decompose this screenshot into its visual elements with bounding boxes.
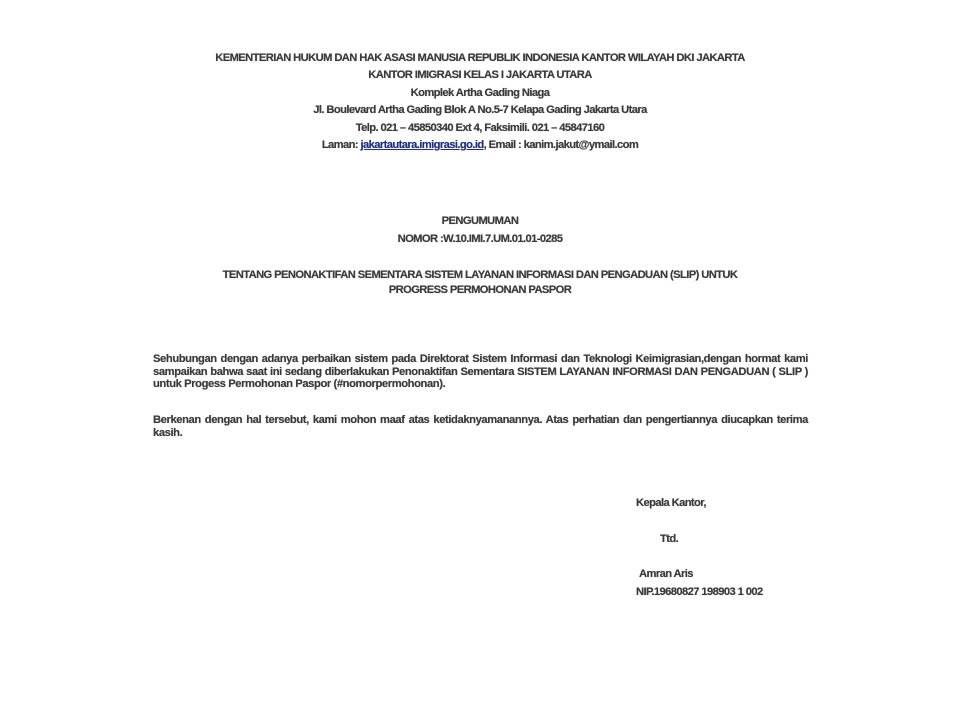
signature-signed: Ttd. — [660, 533, 679, 545]
email-text: , Email : kanim.jakut@ymail.com — [483, 139, 639, 151]
website-label: Laman: — [321, 139, 361, 151]
street-address: Jl. Boulevard Artha Gading Blok A No.5-7 Kelapa Gading Jakarta Utara — [313, 104, 647, 116]
ministry-line: KEMENTERIAN HUKUM DAN HAK ASASI MANUSIA REPUBLIK INDONESIA KANTOR WILAYAH DKI JAKARTA — [215, 52, 745, 64]
phone-fax: Telp. 021 – 45850340 Ext 4, Faksimili. 021 – 45847160 — [355, 122, 605, 134]
signatory-nip: NIP.19680827 198903 1 002 — [636, 586, 763, 598]
signature-position: Kepala Kantor, — [636, 497, 706, 509]
subject-line-2: PROGRESS PERMOHONAN PASPOR — [388, 284, 572, 296]
body-paragraph-1: Sehubungan dengan adanya perbaikan sistem pada Direktorat Sistem Informasi dan Teknologi Keimigrasian,dengan hormat kami sampaikan bahwa saat ini sedang diberlakukan Penonaktifan Sementara SISTEM LAYANAN INFORMASI DAN PENGADUAN ( SLIP ) untuk Progess Permohonan Paspor (#nomorpermohonan). — [153, 353, 808, 391]
website-link[interactable]: jakartautara.imigrasi.go.id — [360, 139, 484, 151]
contact-line — [140, 139, 820, 151]
complex-name: Komplek Artha Gading Niaga — [410, 87, 550, 99]
announcement-number: NOMOR :W.10.IMI.7.UM.01.01-0285 — [397, 233, 563, 245]
signatory-name: Amran Aris — [639, 568, 693, 580]
office-name: KANTOR IMIGRASI KELAS I JAKARTA UTARA — [368, 69, 592, 81]
announcement-heading: PENGUMUMAN — [441, 215, 519, 227]
body-paragraph-2: Berkenan dengan hal tersebut, kami mohon maaf atas ketidaknyamanannya. Atas perhatian dan pengertiannya diucapkan terima kasih. — [153, 414, 808, 439]
subject-line-1: TENTANG PENONAKTIFAN SEMENTARA SISTEM LAYANAN INFORMASI DAN PENGADUAN (SLIP) UNTUK — [222, 269, 738, 281]
announcement-subject — [160, 268, 800, 298]
